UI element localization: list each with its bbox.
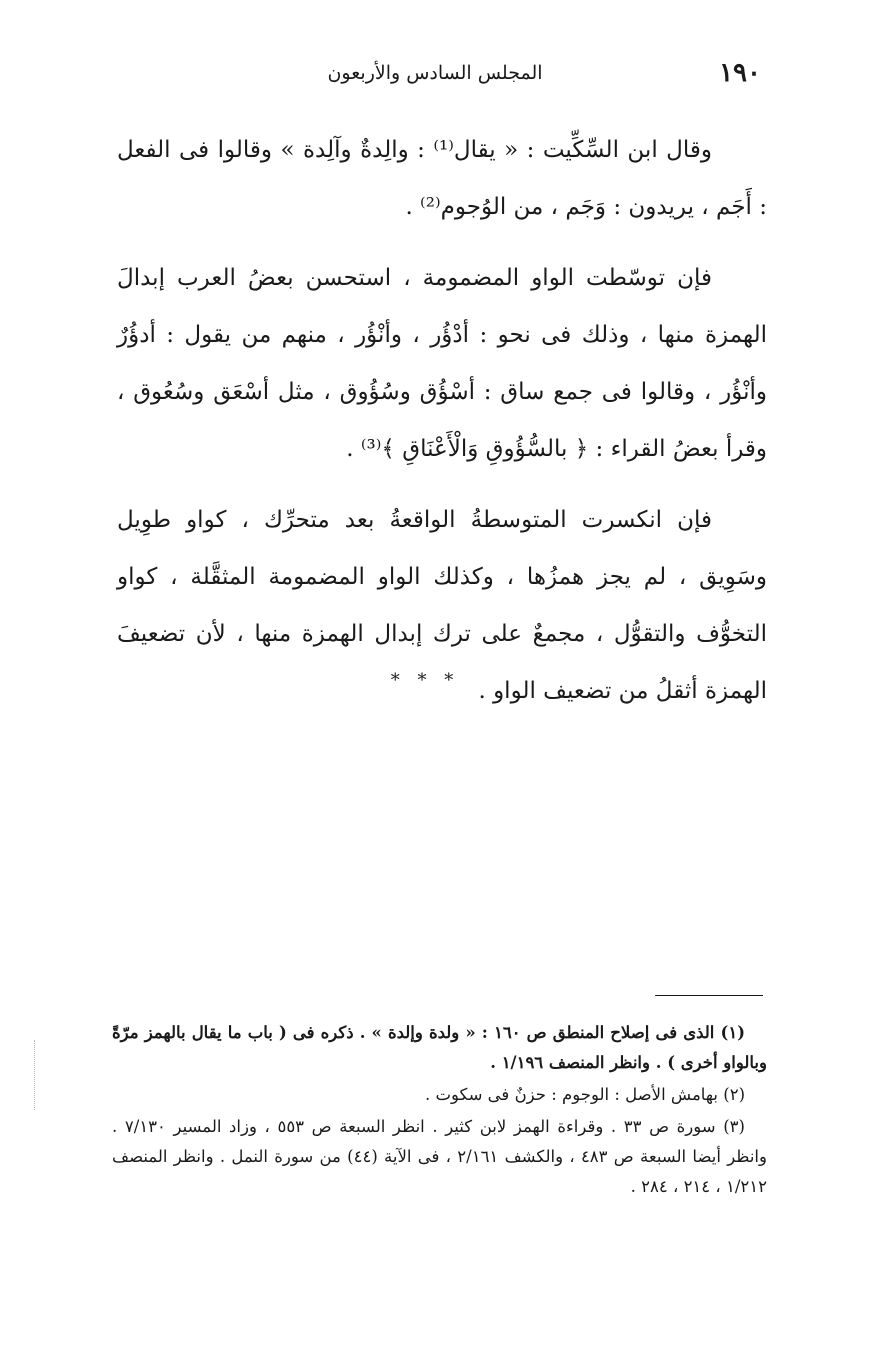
section-separator: * * * xyxy=(390,670,460,691)
footnote-3: (٣) سورة ص ٣٣ . وقراءة الهمز لابن كثير . انظر السبعة ص ٥٥٣ ، وزاد المسير ٧/١٣٠ . وانظر أيضا السبعة ص ٤٨٣ ، والكشف ٢/١٦١ ، فى الآية (٤٤) من سورة النمل . وانظر المنصف ١/٢١٢ ، ٢١٤ ، ٢٨٤ . xyxy=(112,1117,767,1196)
margin-mark xyxy=(34,1040,35,1110)
footnotes xyxy=(112,1018,767,1204)
running-title: المجلس السادس والأربعون xyxy=(327,62,543,84)
paragraph-1: وقال ابن السِّكِّيت : « يقال⁽¹⁾ : والِدةٌ وآلِدة » وقالوا فى الفعل : أَجَم ، يريدون : وَجَم ، من الوُجوم⁽²⁾ . xyxy=(117,137,767,220)
page-number: ١٩٠ xyxy=(719,58,761,88)
paragraph-2: فإن توسّطت الواو المضمومة ، استحسن بعضُ العرب إبدالَ الهمزة منها ، وذلك فى نحو : أدْؤُر ، وأنْؤُر ، منهم من يقول : أدؤُرٌ وأنْؤُر ، وقالوا فى جمع ساق : أسْؤُق وسُؤُوق ، مثل أسْعَق وسُعُوق ، وقرأ بعضُ القراء : ﴿ بالسُّؤُوقِ وَالْأَعْنَاقِ ﴾⁽³⁾ . xyxy=(117,265,767,462)
footnote-1: (١) الذى فى إصلاح المنطق ص ١٦٠ : « ولدة وإلدة » . ذكره فى ( باب ما يقال بالهمز مرّةً وبالواو أخرى ) . وانظر المنصف ١/١٩٦ . xyxy=(112,1023,767,1072)
main-text xyxy=(117,122,767,734)
paragraph-3: فإن انكسرت المتوسطةُ الواقعةُ بعد متحرِّك ، كواو طوِيل وسَوِيق ، لم يجز همزُها ، وكذلك الواو المضمومة المثقَّلة ، كواو التخوُّف والتقوُّل ، مجمعٌ على ترك إبدال الهمزة منها ، لأن تضعيفَ الهمزة أثقلُ من تضعيف الواو . xyxy=(117,507,767,704)
footnote-2: (٢) بهامش الأصل : الوجوم : حزنٌ فى سكوت . xyxy=(424,1085,745,1104)
footnote-divider xyxy=(655,995,763,996)
